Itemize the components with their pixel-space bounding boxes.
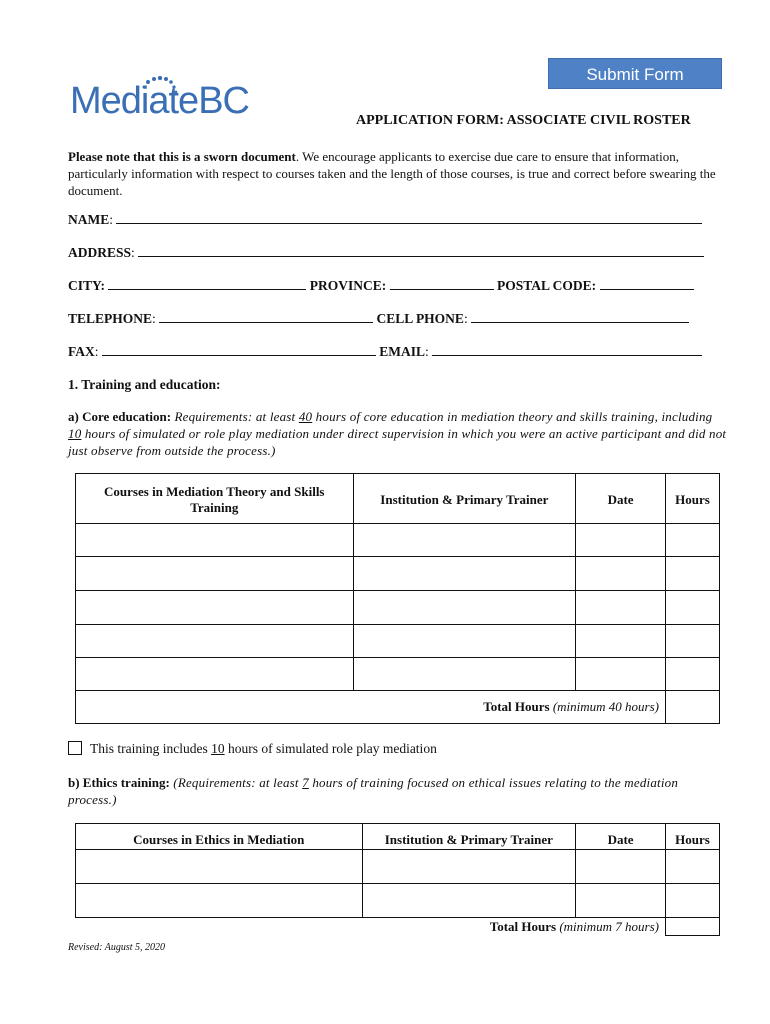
institution-cell[interactable] — [353, 557, 576, 591]
logo-text: MediateBC — [70, 80, 249, 122]
telephone-label: TELEPHONE — [68, 311, 153, 326]
sworn-notice: Please note that this is a sworn document. We encourage applicants to exercise due care to ensure that information, particularly information with respect to courses taken and the length of those courses, is true and correct before swearing the document. — [68, 149, 716, 198]
table-row — [76, 658, 720, 691]
city-label: CITY: — [68, 278, 106, 293]
core-education-text: a) Core education: Requirements: at least 40 hours of core education in mediation theory and skills training, including 10 hours of simulated or role play mediation under direct supervision in which you were an active participant and did not just observe from outside the process.) — [68, 409, 727, 458]
telephone-row: TELEPHONE: CELL PHONE: — [68, 311, 689, 327]
course-cell[interactable] — [76, 524, 354, 557]
date-cell[interactable] — [576, 884, 666, 918]
table-row — [76, 524, 720, 557]
course-cell[interactable] — [76, 591, 354, 625]
course-cell[interactable] — [76, 557, 354, 591]
total-row — [76, 691, 720, 724]
total-label-cell: Total Hours (minimum 40 hours) — [76, 691, 666, 724]
province-field[interactable] — [390, 278, 494, 290]
telephone-field[interactable] — [159, 311, 373, 323]
date-cell[interactable] — [576, 591, 666, 625]
core-education-table — [75, 473, 720, 724]
course-cell[interactable] — [76, 658, 354, 691]
hours-cell[interactable] — [666, 850, 720, 884]
ethics-training-text: b) Ethics training: (Requirements: at least 7 hours of training focused on ethical issues relating to the mediation process.) — [68, 775, 679, 807]
total-hours-cell[interactable] — [666, 918, 720, 936]
hours-cell[interactable] — [666, 591, 720, 625]
revised-date: Revised: August 5, 2020 — [68, 942, 166, 953]
address-field[interactable] — [138, 245, 704, 257]
hours-cell[interactable] — [666, 625, 720, 658]
col-header-hours: Hours — [666, 474, 720, 524]
name-field[interactable] — [116, 212, 702, 224]
course-cell[interactable] — [76, 625, 354, 658]
table-row — [76, 850, 720, 884]
table-row — [76, 557, 720, 591]
total-hours-cell[interactable] — [666, 691, 720, 724]
postal-code-label: POSTAL CODE: — [497, 278, 597, 293]
institution-cell[interactable] — [353, 625, 576, 658]
institution-cell[interactable] — [362, 850, 576, 884]
name-label: NAME — [68, 212, 110, 227]
hours-cell[interactable] — [666, 884, 720, 918]
form-title: APPLICATION FORM: ASSOCIATE CIVIL ROSTER — [356, 113, 691, 128]
address-row: ADDRESS: — [68, 245, 704, 261]
course-cell[interactable] — [76, 850, 363, 884]
fax-field[interactable] — [102, 344, 376, 356]
postal-code-field[interactable] — [600, 278, 694, 290]
institution-cell[interactable] — [353, 591, 576, 625]
simulated-training-checkbox[interactable] — [68, 741, 82, 755]
date-cell[interactable] — [576, 557, 666, 591]
fax-row: FAX: EMAIL: — [68, 344, 702, 360]
col-header-institution: Institution & Primary Trainer — [362, 824, 576, 850]
table-row — [76, 591, 720, 625]
name-row: NAME: — [68, 212, 702, 228]
email-field[interactable] — [432, 344, 702, 356]
hours-cell[interactable] — [666, 658, 720, 691]
address-label: ADDRESS — [68, 245, 132, 260]
date-cell[interactable] — [576, 625, 666, 658]
institution-cell[interactable] — [353, 524, 576, 557]
city-field[interactable] — [108, 278, 306, 290]
email-label: EMAIL — [379, 344, 426, 359]
cell-phone-label: CELL PHONE — [376, 311, 464, 326]
cell-phone-field[interactable] — [471, 311, 689, 323]
city-row — [68, 278, 694, 294]
table-row — [76, 625, 720, 658]
simulated-training-checkbox-row: This training includes 10 hours of simulated role play mediation — [68, 741, 437, 757]
date-cell[interactable] — [576, 658, 666, 691]
institution-cell[interactable] — [353, 658, 576, 691]
province-label: PROVINCE: — [309, 278, 387, 293]
ethics-training-table — [75, 823, 720, 936]
col-header-hours: Hours — [666, 824, 720, 850]
col-header-institution: Institution & Primary Trainer — [353, 474, 576, 524]
col-header-date: Date — [576, 824, 666, 850]
fax-label: FAX — [68, 344, 95, 359]
course-cell[interactable] — [76, 884, 363, 918]
total-label-cell: Total Hours (minimum 7 hours) — [76, 918, 666, 936]
col-header-courses: Courses in Ethics in Mediation — [76, 824, 363, 850]
table-row — [76, 884, 720, 918]
date-cell[interactable] — [576, 850, 666, 884]
section-training-heading: 1. Training and education: — [68, 377, 221, 392]
col-header-courses: Courses in Mediation Theory and Skills Training — [76, 474, 354, 524]
submit-form-button[interactable]: Submit Form — [548, 58, 722, 89]
col-header-date: Date — [576, 474, 666, 524]
institution-cell[interactable] — [362, 884, 576, 918]
total-row — [76, 918, 720, 936]
hours-cell[interactable] — [666, 557, 720, 591]
hours-cell[interactable] — [666, 524, 720, 557]
date-cell[interactable] — [576, 524, 666, 557]
